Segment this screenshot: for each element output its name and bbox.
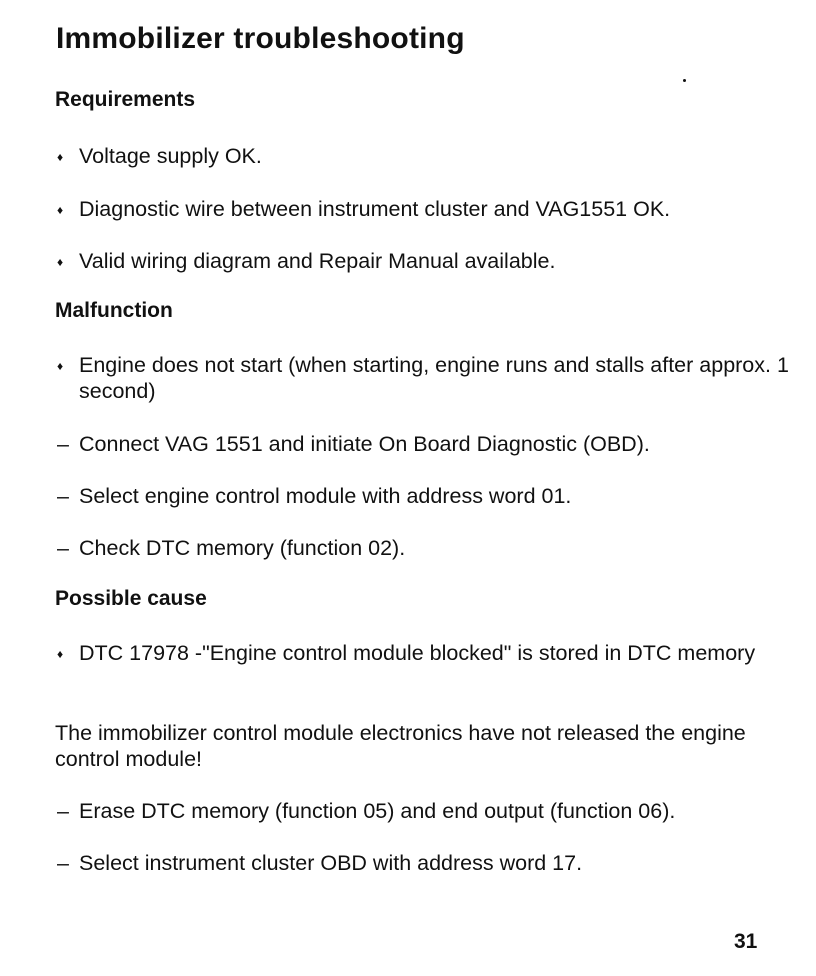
list-item (57, 850, 797, 876)
list-item (57, 431, 797, 457)
list-item (57, 483, 797, 509)
list-item (57, 640, 797, 666)
list-item-text: DTC 17978 -"Engine control module blocked" is stored in DTC memory (79, 641, 756, 665)
list-item (57, 535, 797, 561)
list-item-text: Connect VAG 1551 and initiate On Board Diagnostic (OBD). (79, 432, 650, 456)
list-item (57, 248, 797, 274)
bullet-diamond-icon: ♦ (57, 647, 64, 661)
bullet-diamond-icon: ♦ (57, 359, 64, 373)
list-item-text: Diagnostic wire between instrument cluster and VAG1551 OK. (79, 197, 671, 221)
print-speck (683, 79, 686, 82)
dash-marker-icon: – (57, 432, 69, 456)
bullet-diamond-icon: ♦ (57, 203, 64, 217)
list-item (57, 143, 797, 169)
list-item-text: Select engine control module with address word 01. (79, 484, 572, 508)
list-item-text: Select instrument cluster OBD with address word 17. (79, 851, 583, 875)
possible-cause-heading: Possible cause (55, 587, 207, 610)
list-item-text: Erase DTC memory (function 05) and end output (function 06). (79, 799, 676, 823)
list-item-text: Voltage supply OK. (79, 144, 262, 168)
list-item (57, 798, 797, 824)
page-number: 31 (734, 930, 758, 953)
list-item-text: Engine does not start (when starting, engine runs and stalls after approx. 1 second) (79, 353, 789, 403)
dash-marker-icon: – (57, 484, 69, 508)
bullet-diamond-icon: ♦ (57, 255, 64, 269)
dash-marker-icon: – (57, 799, 69, 823)
list-item-text: Check DTC memory (function 02). (79, 536, 406, 560)
requirements-heading: Requirements (55, 88, 196, 111)
malfunction-heading: Malfunction (55, 299, 173, 322)
dash-marker-icon: – (57, 851, 69, 875)
bullet-diamond-icon: ♦ (57, 150, 64, 164)
page-title: Immobilizer troubleshooting (56, 22, 465, 55)
dash-marker-icon: – (57, 536, 69, 560)
body-paragraph: The immobilizer control module electronics have not released the engine control module! (55, 721, 746, 771)
list-item-text: Valid wiring diagram and Repair Manual available. (79, 249, 556, 273)
list-item (57, 196, 797, 222)
list-item (57, 352, 797, 404)
